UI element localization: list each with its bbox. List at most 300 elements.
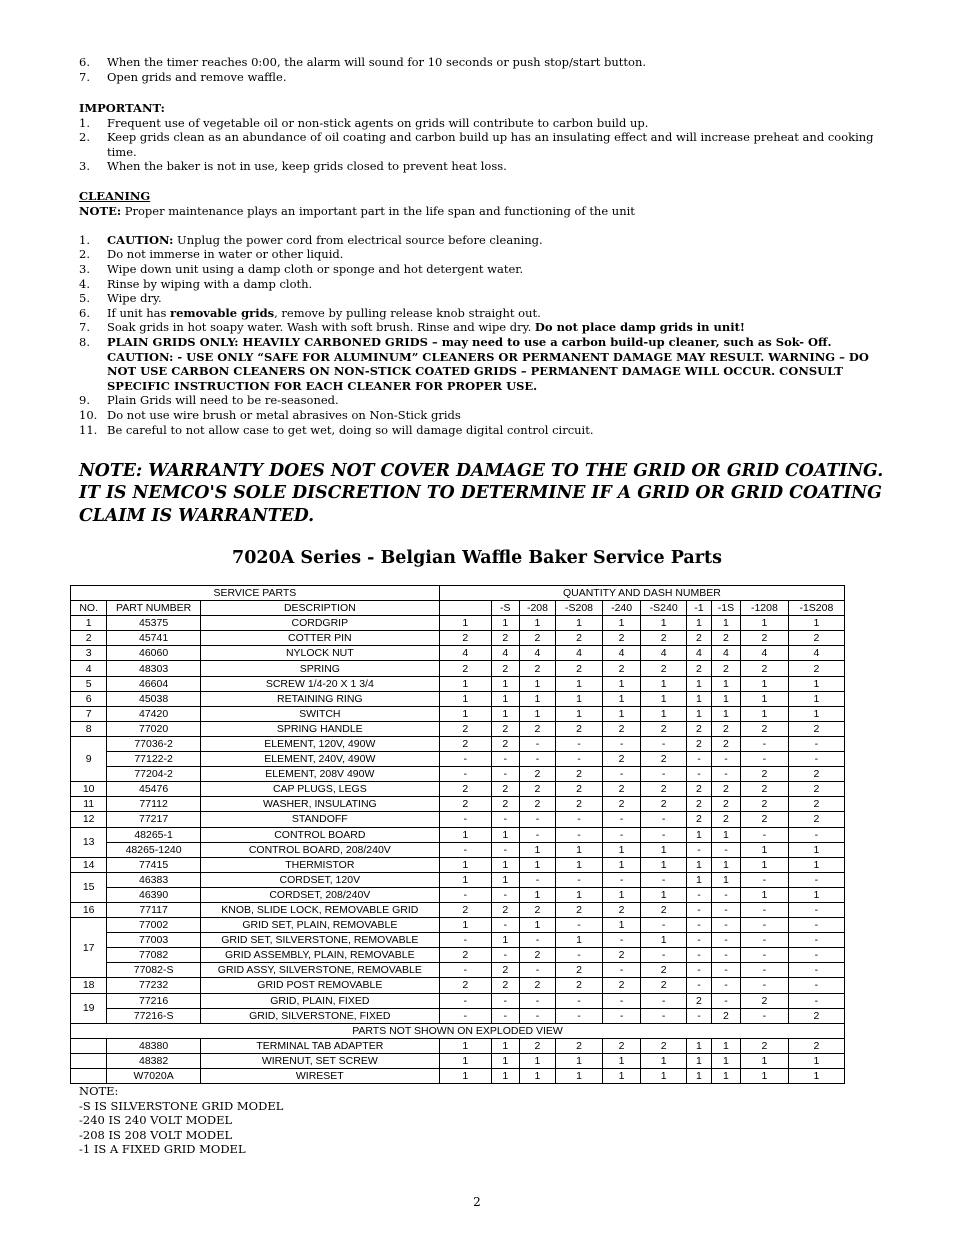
quantity-cell: 1 — [439, 1069, 491, 1084]
quantity-cell: 2 — [491, 797, 519, 812]
table-row — [71, 721, 845, 736]
table-row — [71, 902, 845, 917]
part-number: 48382 — [107, 1053, 200, 1068]
quantity-cell: 2 — [711, 736, 740, 751]
quantity-cell: 2 — [711, 1008, 740, 1023]
quantity-cell: - — [711, 963, 740, 978]
quantity-cell: 1 — [491, 827, 519, 842]
quantity-cell: 2 — [741, 1038, 789, 1053]
quantity-cell: 1 — [439, 857, 491, 872]
part-number: 77217 — [107, 812, 200, 827]
part-description: WASHER, INSULATING — [200, 797, 439, 812]
quantity-cell: - — [519, 963, 555, 978]
quantity-cell: - — [602, 993, 640, 1008]
quantity-cell: 2 — [788, 661, 844, 676]
quantity-cell: 2 — [439, 797, 491, 812]
cleaning-item: 6. If unit has removable grids, remove by pulling release knob straight out. — [79, 305, 541, 320]
quantity-cell: - — [788, 736, 844, 751]
quantity-cell: - — [788, 752, 844, 767]
quantity-cell: - — [741, 978, 789, 993]
quantity-cell: 4 — [519, 646, 555, 661]
table-row — [71, 918, 845, 933]
quantity-cell: 1 — [519, 887, 555, 902]
column-header: -1208 — [741, 601, 789, 616]
quantity-cell: 2 — [741, 661, 789, 676]
quantity-cell: 1 — [439, 872, 491, 887]
quantity-cell: 1 — [439, 676, 491, 691]
quantity-cell: 4 — [439, 646, 491, 661]
quantity-cell: 2 — [741, 721, 789, 736]
quantity-cell: - — [788, 978, 844, 993]
quantity-cell: 4 — [687, 646, 712, 661]
table-row — [71, 691, 845, 706]
quantity-cell: - — [687, 978, 712, 993]
quantity-cell: - — [519, 933, 555, 948]
quantity-cell: 2 — [602, 1038, 640, 1053]
quantity-cell: - — [741, 827, 789, 842]
quantity-cell: 1 — [556, 933, 603, 948]
quantity-cell: 1 — [641, 676, 687, 691]
part-number: 77002 — [107, 918, 200, 933]
cleaning-item: 8. PLAIN GRIDS ONLY: HEAVILY CARBONED GRIDS – may need to use a carbon build-up cleaner, such as Sok- Off. CAUTION: - USE ONLY “SAFE FOR ALUMINUM” CLEANERS OR PERMANENT DAMAGE MAY RESULT. WARNING – DO NOT USE CARBON CLEANERS ON NON-STICK COATED GRIDS – PERMANENT DAMAGE WILL OCCUR. CONSULT SPECIFIC INSTRUCTION FOR EACH CLEANER FOR PROPER USE. — [79, 334, 869, 393]
quantity-cell: 2 — [741, 782, 789, 797]
quantity-cell: 1 — [439, 918, 491, 933]
item-number: 2 — [71, 631, 107, 646]
quantity-cell: 2 — [519, 661, 555, 676]
part-number: 47420 — [107, 706, 200, 721]
quantity-cell: 1 — [519, 1053, 555, 1068]
table-row — [71, 872, 845, 887]
quantity-cell: 1 — [741, 857, 789, 872]
item-number: 10 — [71, 782, 107, 797]
note-line: NOTE: — [79, 1084, 119, 1098]
important-list — [79, 116, 879, 174]
quantity-cell: - — [556, 918, 603, 933]
quantity-cell: 2 — [641, 721, 687, 736]
quantity-cell: 1 — [788, 857, 844, 872]
quantity-cell: 1 — [741, 1053, 789, 1068]
table-row — [71, 827, 845, 842]
quantity-cell: - — [491, 752, 519, 767]
part-number: 45741 — [107, 631, 200, 646]
table-row — [71, 661, 845, 676]
quantity-cell: 1 — [741, 616, 789, 631]
quantity-cell: 2 — [741, 993, 789, 1008]
quantity-cell: 4 — [491, 646, 519, 661]
table-row — [71, 616, 845, 631]
quantity-cell: - — [602, 872, 640, 887]
item-number: 11 — [71, 797, 107, 812]
quantity-cell: 2 — [641, 1038, 687, 1053]
quantity-cell: - — [491, 1008, 519, 1023]
quantity-cell: - — [556, 812, 603, 827]
table-row — [71, 631, 845, 646]
quantity-cell: 2 — [602, 948, 640, 963]
quantity-cell: - — [519, 1008, 555, 1023]
quantity-cell: - — [741, 948, 789, 963]
quantity-cell: 1 — [788, 691, 844, 706]
quantity-cell: 2 — [556, 782, 603, 797]
quantity-cell: 1 — [602, 918, 640, 933]
quantity-cell: 1 — [687, 616, 712, 631]
quantity-cell: 1 — [788, 842, 844, 857]
table-row — [71, 646, 845, 661]
quantity-cell: - — [711, 918, 740, 933]
quantity-cell: - — [711, 887, 740, 902]
quantity-cell: - — [687, 1008, 712, 1023]
part-description: CAP PLUGS, LEGS — [200, 782, 439, 797]
part-number: 48265-1 — [107, 827, 200, 842]
quantity-cell: 2 — [519, 721, 555, 736]
quantity-cell: 2 — [491, 902, 519, 917]
quantity-cell: - — [711, 933, 740, 948]
item-number: 17 — [71, 918, 107, 978]
table-row — [71, 706, 845, 721]
part-number: 46604 — [107, 676, 200, 691]
item-number: 16 — [71, 902, 107, 917]
quantity-cell: 1 — [687, 827, 712, 842]
quantity-cell: - — [741, 872, 789, 887]
quantity-cell: 2 — [439, 782, 491, 797]
quantity-cell: 1 — [491, 933, 519, 948]
part-number: 77036-2 — [107, 736, 200, 751]
quantity-cell: - — [491, 767, 519, 782]
quantity-cell: 2 — [711, 631, 740, 646]
quantity-cell: 1 — [741, 676, 789, 691]
quantity-cell: 1 — [711, 857, 740, 872]
item-number: 13 — [71, 827, 107, 857]
quantity-cell: 2 — [602, 721, 640, 736]
quantity-cell: 1 — [687, 1069, 712, 1084]
quantity-cell: 2 — [641, 631, 687, 646]
column-header: DESCRIPTION — [200, 601, 439, 616]
part-description: RETAINING RING — [200, 691, 439, 706]
quantity-cell: 1 — [556, 1053, 603, 1068]
part-description: GRID SET, SILVERSTONE, REMOVABLE — [200, 933, 439, 948]
part-number: 77204-2 — [107, 767, 200, 782]
quantity-cell: - — [519, 872, 555, 887]
quantity-cell: 2 — [687, 721, 712, 736]
quantity-cell: 2 — [556, 1038, 603, 1053]
quantity-cell: 2 — [711, 812, 740, 827]
quantity-cell: 2 — [439, 661, 491, 676]
quantity-cell: 1 — [602, 842, 640, 857]
quantity-cell: 2 — [439, 978, 491, 993]
quantity-cell: 2 — [439, 736, 491, 751]
quantity-cell: - — [788, 902, 844, 917]
quantity-cell: - — [641, 827, 687, 842]
quantity-cell: 2 — [641, 902, 687, 917]
cleaning-item: 3. Wipe down unit using a damp cloth or sponge and hot detergent water. — [79, 261, 524, 276]
quantity-cell: 2 — [491, 736, 519, 751]
part-number: 77082 — [107, 948, 200, 963]
quantity-header: QUANTITY AND DASH NUMBER — [439, 586, 844, 601]
quantity-cell: 2 — [556, 767, 603, 782]
quantity-cell: 1 — [788, 1069, 844, 1084]
quantity-cell: - — [711, 752, 740, 767]
not-shown-row — [71, 1023, 845, 1038]
quantity-cell: - — [439, 993, 491, 1008]
quantity-cell: 2 — [788, 767, 844, 782]
quantity-cell: - — [711, 842, 740, 857]
quantity-cell: 1 — [788, 887, 844, 902]
quantity-cell: 1 — [491, 1053, 519, 1068]
quantity-cell: 1 — [439, 706, 491, 721]
item-number: 3 — [71, 646, 107, 661]
quantity-cell: - — [788, 933, 844, 948]
quantity-cell: 2 — [788, 631, 844, 646]
part-description: WIRESET — [200, 1069, 439, 1084]
service-parts-table — [70, 585, 845, 1084]
part-number: 77216-S — [107, 1008, 200, 1023]
part-number: 77216 — [107, 993, 200, 1008]
quantity-cell: - — [641, 918, 687, 933]
quantity-cell: - — [602, 736, 640, 751]
quantity-cell: - — [741, 963, 789, 978]
quantity-cell: 1 — [741, 706, 789, 721]
table-row — [71, 1053, 845, 1068]
quantity-cell: 1 — [519, 918, 555, 933]
column-header: PART NUMBER — [107, 601, 200, 616]
quantity-cell: - — [741, 918, 789, 933]
part-description: CONTROL BOARD — [200, 827, 439, 842]
step-item: 7. Open grids and remove waffle. — [79, 69, 287, 84]
table-row — [71, 1008, 845, 1023]
quantity-cell: 2 — [687, 782, 712, 797]
quantity-cell: - — [641, 948, 687, 963]
part-number: 48303 — [107, 661, 200, 676]
quantity-cell: 2 — [711, 797, 740, 812]
quantity-cell: 1 — [687, 676, 712, 691]
part-number: 48380 — [107, 1038, 200, 1053]
important-item: 1. Frequent use of vegetable oil or non-stick agents on grids will contribute to carbon build up. — [79, 115, 649, 130]
quantity-cell: 1 — [741, 842, 789, 857]
quantity-cell: 1 — [687, 691, 712, 706]
quantity-cell: 4 — [641, 646, 687, 661]
quantity-cell: 1 — [439, 1038, 491, 1053]
quantity-cell: 2 — [519, 902, 555, 917]
item-number: 12 — [71, 812, 107, 827]
quantity-cell: 1 — [519, 842, 555, 857]
part-number: 77117 — [107, 902, 200, 917]
quantity-cell: - — [491, 948, 519, 963]
quantity-cell: 1 — [602, 706, 640, 721]
quantity-cell: - — [641, 767, 687, 782]
cleaning-item: 1. CAUTION: Unplug the power cord from electrical source before cleaning. — [79, 232, 543, 247]
quantity-cell: - — [741, 752, 789, 767]
quantity-cell: 1 — [641, 857, 687, 872]
note-line: -S IS SILVERSTONE GRID MODEL — [79, 1098, 284, 1113]
quantity-cell: 1 — [788, 616, 844, 631]
parts-title: 7020A Series - Belgian Waffle Baker Service Parts — [232, 548, 722, 568]
quantity-cell: 1 — [788, 706, 844, 721]
part-description: ELEMENT, 208V 490W — [200, 767, 439, 782]
quantity-cell: 1 — [519, 676, 555, 691]
cleaning-heading: CLEANING — [79, 189, 151, 203]
quantity-cell: - — [491, 918, 519, 933]
note-line: -208 IS 208 VOLT MODEL — [79, 1127, 233, 1142]
quantity-cell: 2 — [602, 752, 640, 767]
quantity-cell: 1 — [602, 887, 640, 902]
quantity-cell: 1 — [641, 933, 687, 948]
quantity-cell: 2 — [491, 631, 519, 646]
quantity-cell: - — [439, 842, 491, 857]
quantity-cell: - — [439, 963, 491, 978]
quantity-cell: - — [687, 918, 712, 933]
item-number: 15 — [71, 872, 107, 902]
quantity-cell: 1 — [711, 616, 740, 631]
quantity-cell: 2 — [519, 948, 555, 963]
table-row — [71, 797, 845, 812]
service-parts-header: SERVICE PARTS — [71, 586, 440, 601]
quantity-cell: 2 — [602, 797, 640, 812]
quantity-cell: - — [602, 933, 640, 948]
quantity-cell: 2 — [788, 812, 844, 827]
quantity-cell: 2 — [687, 736, 712, 751]
part-description: CORDSET, 208/240V — [200, 887, 439, 902]
part-description: GRID ASSEMBLY, PLAIN, REMOVABLE — [200, 948, 439, 963]
part-description: STANDOFF — [200, 812, 439, 827]
quantity-cell: - — [556, 752, 603, 767]
quantity-cell: - — [602, 963, 640, 978]
item-number: 19 — [71, 993, 107, 1023]
table-row — [71, 887, 845, 902]
quantity-cell: 1 — [711, 706, 740, 721]
table-row — [71, 676, 845, 691]
quantity-cell: - — [788, 993, 844, 1008]
part-description: THERMISTOR — [200, 857, 439, 872]
quantity-cell: 1 — [439, 1053, 491, 1068]
quantity-cell: 4 — [788, 646, 844, 661]
column-header: -1S208 — [788, 601, 844, 616]
quantity-cell: 2 — [711, 721, 740, 736]
item-number: 4 — [71, 661, 107, 676]
cleaning-item: 11. Be careful to not allow case to get wet, doing so will damage digital control circuit. — [79, 422, 594, 437]
part-description: WIRENUT, SET SCREW — [200, 1053, 439, 1068]
column-header: -1 — [687, 601, 712, 616]
quantity-cell: 1 — [602, 1069, 640, 1084]
part-number: 77112 — [107, 797, 200, 812]
quantity-cell: 1 — [556, 691, 603, 706]
quantity-cell: 1 — [687, 1038, 712, 1053]
quantity-cell: 2 — [491, 721, 519, 736]
part-description: NYLOCK NUT — [200, 646, 439, 661]
quantity-cell: - — [439, 1008, 491, 1023]
quantity-cell: - — [519, 812, 555, 827]
part-description: CORDGRIP — [200, 616, 439, 631]
quantity-cell: 2 — [687, 631, 712, 646]
quantity-cell: - — [711, 902, 740, 917]
item-number: 5 — [71, 676, 107, 691]
quantity-cell: - — [711, 767, 740, 782]
quantity-cell: - — [556, 1008, 603, 1023]
quantity-cell: - — [602, 827, 640, 842]
quantity-cell: 1 — [641, 691, 687, 706]
quantity-cell: - — [439, 933, 491, 948]
quantity-cell: 2 — [439, 631, 491, 646]
quantity-cell: 1 — [641, 1053, 687, 1068]
part-description: SCREW 1/4-20 X 1 3/4 — [200, 676, 439, 691]
quantity-cell: 2 — [519, 782, 555, 797]
table-row — [71, 782, 845, 797]
quantity-cell: 1 — [602, 676, 640, 691]
quantity-cell: 2 — [556, 797, 603, 812]
quantity-cell: 2 — [687, 797, 712, 812]
quantity-cell: 2 — [788, 1038, 844, 1053]
quantity-cell: 1 — [687, 857, 712, 872]
quantity-cell: 1 — [687, 706, 712, 721]
item-number — [71, 1069, 107, 1084]
quantity-cell: - — [788, 918, 844, 933]
part-description: GRID, SILVERSTONE, FIXED — [200, 1008, 439, 1023]
quantity-cell: - — [641, 1008, 687, 1023]
quantity-cell: 1 — [519, 691, 555, 706]
quantity-cell: - — [439, 752, 491, 767]
table-row — [71, 1038, 845, 1053]
quantity-cell: - — [741, 1008, 789, 1023]
quantity-cell: 1 — [556, 706, 603, 721]
quantity-cell: - — [788, 963, 844, 978]
quantity-cell: 1 — [439, 827, 491, 842]
quantity-cell: 2 — [641, 661, 687, 676]
quantity-cell: 2 — [641, 752, 687, 767]
quantity-cell: - — [641, 736, 687, 751]
note-line: -1 IS A FIXED GRID MODEL — [79, 1142, 246, 1157]
quantity-cell: 1 — [711, 872, 740, 887]
quantity-cell: 2 — [741, 812, 789, 827]
quantity-cell: 1 — [556, 676, 603, 691]
item-number: 14 — [71, 857, 107, 872]
quantity-cell: 1 — [519, 857, 555, 872]
quantity-cell: - — [556, 827, 603, 842]
quantity-cell: 2 — [519, 797, 555, 812]
part-description: CONTROL BOARD, 208/240V — [200, 842, 439, 857]
quantity-cell: 2 — [788, 1008, 844, 1023]
quantity-cell: 2 — [491, 782, 519, 797]
part-number: 46383 — [107, 872, 200, 887]
quantity-cell: 2 — [641, 963, 687, 978]
part-number: 45038 — [107, 691, 200, 706]
quantity-cell: 1 — [687, 872, 712, 887]
quantity-cell: 1 — [556, 857, 603, 872]
quantity-cell: 2 — [741, 767, 789, 782]
quantity-cell: 1 — [602, 857, 640, 872]
quantity-cell: - — [687, 963, 712, 978]
quantity-cell: - — [687, 887, 712, 902]
quantity-cell: 1 — [602, 691, 640, 706]
quantity-cell: - — [491, 887, 519, 902]
quantity-cell: 2 — [788, 782, 844, 797]
quantity-cell: - — [788, 948, 844, 963]
item-number — [71, 1053, 107, 1068]
quantity-cell: 2 — [519, 631, 555, 646]
part-number: 77415 — [107, 857, 200, 872]
quantity-cell: 2 — [556, 631, 603, 646]
quantity-cell: 2 — [602, 902, 640, 917]
quantity-cell: 1 — [491, 1038, 519, 1053]
quantity-cell: 1 — [519, 616, 555, 631]
quantity-cell: 1 — [641, 887, 687, 902]
quantity-cell: 2 — [491, 963, 519, 978]
part-number: 46390 — [107, 887, 200, 902]
timer-steps — [79, 55, 879, 84]
table-row — [71, 948, 845, 963]
item-number: 7 — [71, 706, 107, 721]
quantity-cell: 1 — [491, 706, 519, 721]
table-row — [71, 842, 845, 857]
quantity-cell: 2 — [602, 631, 640, 646]
quantity-cell: - — [788, 827, 844, 842]
